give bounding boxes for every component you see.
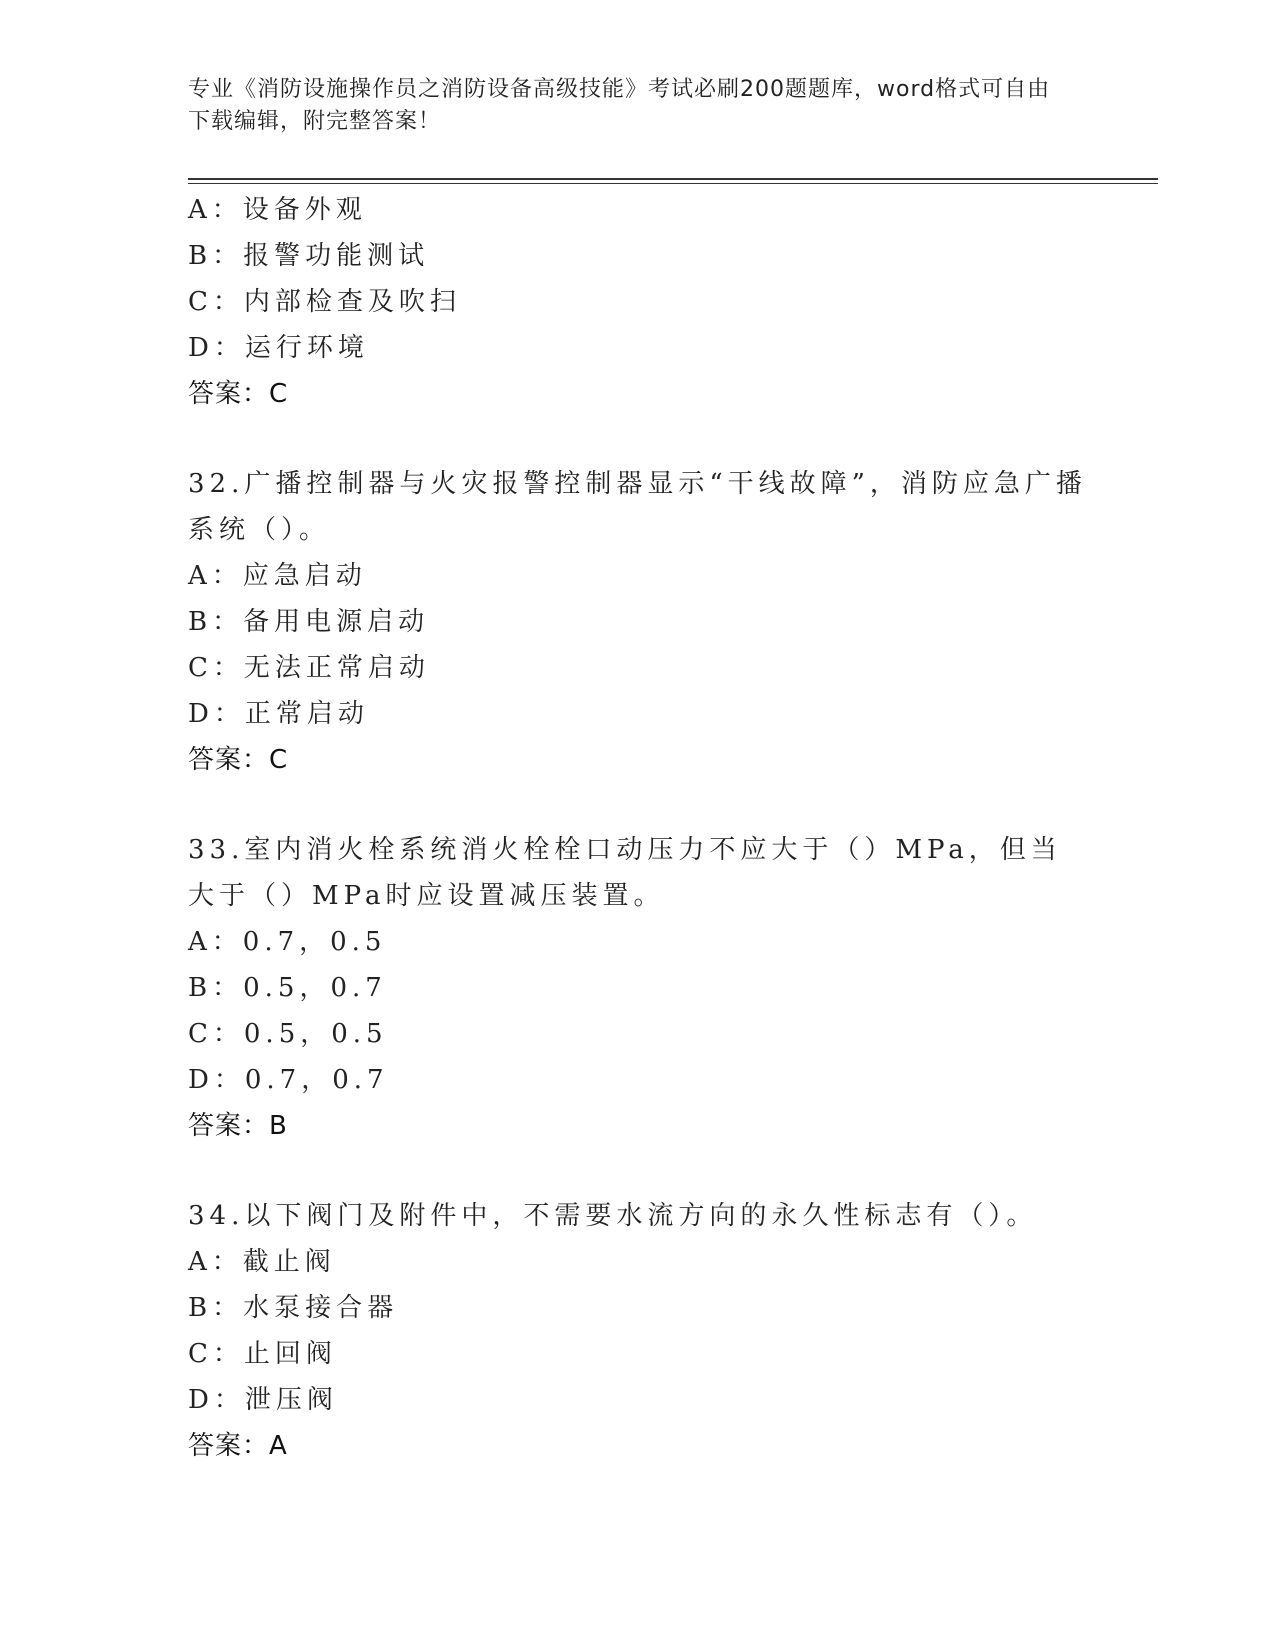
header-divider-thick: [188, 178, 1158, 180]
question-stem: 34.以下阀门及附件中，不需要水流方向的永久性标志有（）。: [188, 1201, 1038, 1231]
question-31-continued: [188, 187, 1088, 417]
answer-line: 答案：B: [188, 1111, 288, 1141]
document-header: 专业《消防设施操作员之消防设备高级技能》考试必刷200题题库，word格式可自由下载编辑，附完整答案！: [188, 77, 1051, 134]
question-list: [188, 187, 1088, 1469]
option-a: A：设备外观: [188, 195, 367, 225]
option-b: B：备用电源启动: [188, 607, 430, 637]
answer-line: 答案：C: [188, 745, 289, 775]
option-c: C：0.5，0.5: [188, 1019, 388, 1049]
question-stem: 33.室内消火栓系统消火栓栓口动压力不应大于（）MPa，但当大于（）MPa时应设置减压装置。: [188, 835, 1062, 911]
header-divider-thin: [188, 183, 1158, 184]
option-c: C：内部检查及吹扫: [188, 287, 461, 317]
option-d: D：正常启动: [188, 699, 369, 729]
answer-line: 答案：A: [188, 1431, 288, 1461]
option-c: C：止回阀: [188, 1339, 337, 1369]
question-32: [188, 461, 1088, 783]
option-b: B：报警功能测试: [188, 241, 430, 271]
option-a: A：应急启动: [188, 561, 367, 591]
question-34: [188, 1193, 1088, 1469]
question-33: [188, 827, 1088, 1149]
answer-line: 答案：C: [188, 379, 289, 409]
option-a: A：截止阀: [188, 1247, 336, 1277]
option-b: B：0.5，0.7: [188, 973, 387, 1003]
option-d: D：运行环境: [188, 333, 369, 363]
option-d: D：0.7，0.7: [188, 1065, 389, 1095]
option-c: C：无法正常启动: [188, 653, 430, 683]
option-b: B：水泵接合器: [188, 1293, 399, 1323]
question-stem: 32.广播控制器与火灾报警控制器显示“干线故障”，消防应急广播系统（）。: [188, 469, 1087, 545]
option-d: D：泄压阀: [188, 1385, 338, 1415]
option-a: A：0.7，0.5: [188, 927, 387, 957]
